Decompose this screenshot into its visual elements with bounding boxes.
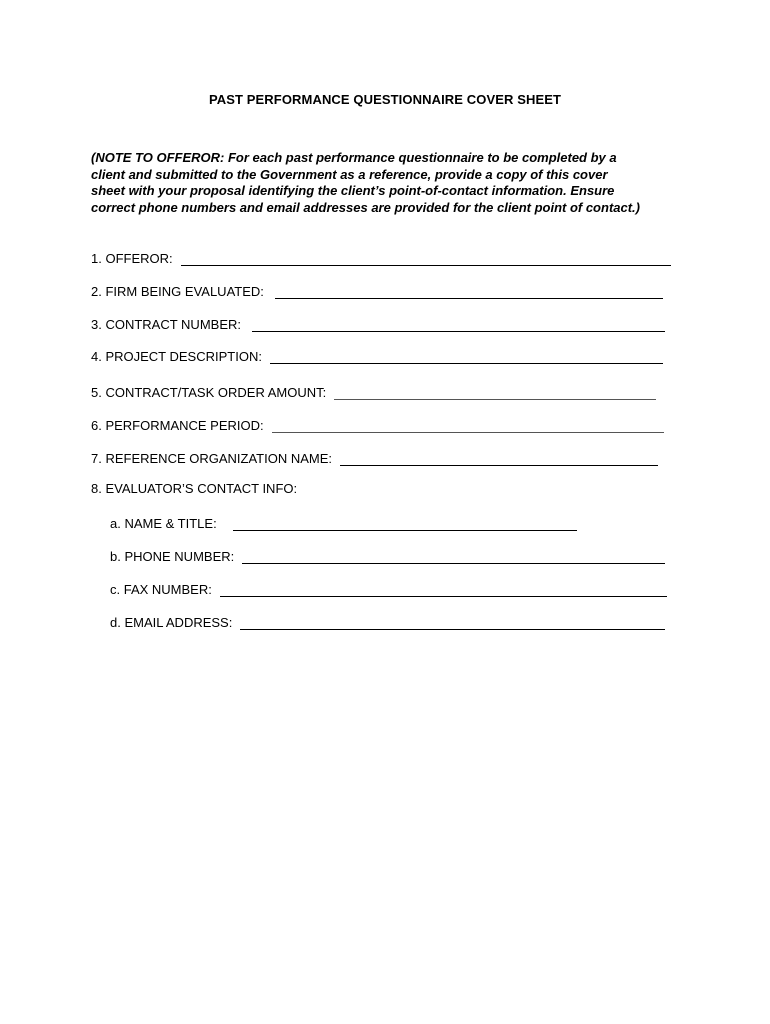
field-email-address-blank[interactable] [240,615,665,630]
field-email-address [110,611,681,631]
contact-info-heading: 8. EVALUATOR’S CONTACT INFO: [91,481,298,496]
field-performance-period-label: 6. PERFORMANCE PERIOD: [91,418,264,433]
field-reference-organization-label: 7. REFERENCE ORGANIZATION NAME: [91,451,333,466]
field-fax-number-blank[interactable] [220,582,667,597]
field-firm-blank[interactable] [275,284,663,299]
field-name-title-label: a. NAME & TITLE: [110,516,217,531]
field-offeror [91,247,681,267]
field-phone-number [110,545,681,565]
field-phone-number-blank[interactable] [242,549,665,564]
note-line-1: (NOTE TO OFFEROR: For each past performance questionnaire to be completed by a [91,150,617,165]
note-line-2: client and submitted to the Government as a reference, provide a copy of this cover [91,166,608,182]
field-name-title [110,512,600,532]
field-offeror-blank[interactable] [181,251,671,266]
field-project-description-label: 4. PROJECT DESCRIPTION: [91,349,262,364]
field-offeror-label: 1. OFFEROR: [91,251,173,266]
field-project-description [91,345,681,365]
field-phone-number-label: b. PHONE NUMBER: [110,549,235,564]
field-contract-amount [91,381,681,401]
field-firm-label: 2. FIRM BEING EVALUATED: [91,284,264,299]
note-line-4: correct phone numbers and email addresses are provided for the client point of contact.) [91,199,641,215]
offeror-note [91,150,691,216]
field-reference-organization-blank[interactable] [340,451,658,466]
field-contract-number-blank[interactable] [252,317,665,332]
field-email-address-label: d. EMAIL ADDRESS: [110,615,233,630]
page-title: PAST PERFORMANCE QUESTIONNAIRE COVER SHEET [208,92,562,107]
field-firm-being-evaluated [91,280,681,300]
field-contract-number-label: 3. CONTRACT NUMBER: [91,317,241,332]
field-contract-number [91,313,681,333]
field-reference-organization [91,447,681,467]
field-name-title-blank[interactable] [233,516,577,531]
field-project-description-blank[interactable] [270,349,663,364]
field-performance-period-blank[interactable] [272,418,664,433]
field-fax-number-label: c. FAX NUMBER: [110,582,212,597]
note-line-3: sheet with your proposal identifying the client’s point-of-contact information. Ensure [91,183,615,198]
field-contract-amount-label: 5. CONTRACT/TASK ORDER AMOUNT: [91,385,327,400]
field-fax-number [110,578,681,598]
field-performance-period [91,414,681,434]
field-contract-amount-blank[interactable] [334,385,656,400]
